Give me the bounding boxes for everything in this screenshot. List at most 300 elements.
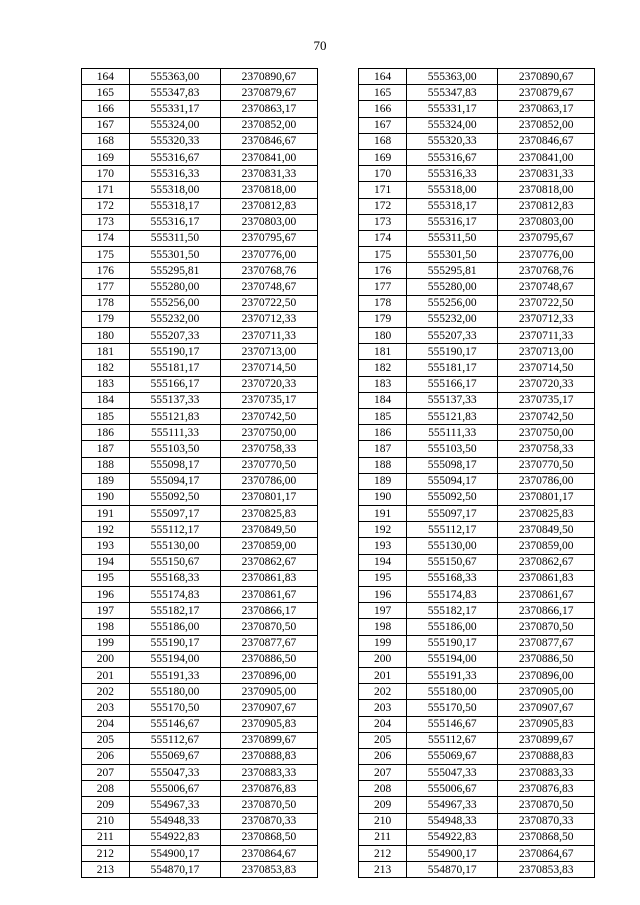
left-x-coordinate-cell: 555256,00 <box>129 295 220 311</box>
left-point-number-cell: 177 <box>82 279 130 295</box>
left-x-coordinate-cell: 555320,33 <box>129 133 220 149</box>
right-point-number-cell: 185 <box>359 408 407 424</box>
right-y-coordinate-cell: 2370742,50 <box>498 408 595 424</box>
right-y-coordinate-cell: 2370825,83 <box>498 506 595 522</box>
left-y-coordinate-cell: 2370870,33 <box>221 813 318 829</box>
column-gap <box>317 700 359 716</box>
table-row <box>82 829 595 845</box>
left-y-coordinate-cell: 2370861,67 <box>221 587 318 603</box>
left-x-coordinate-cell: 555190,17 <box>129 635 220 651</box>
left-x-coordinate-cell: 555318,17 <box>129 198 220 214</box>
right-y-coordinate-cell: 2370801,17 <box>498 489 595 505</box>
left-point-number-cell: 185 <box>82 408 130 424</box>
right-point-number-cell: 189 <box>359 473 407 489</box>
table-row <box>82 85 595 101</box>
left-point-number-cell: 175 <box>82 247 130 263</box>
column-gap <box>317 198 359 214</box>
column-gap <box>317 506 359 522</box>
left-y-coordinate-cell: 2370886,50 <box>221 651 318 667</box>
left-point-number-cell: 188 <box>82 457 130 473</box>
table-row <box>82 166 595 182</box>
left-point-number-cell: 202 <box>82 684 130 700</box>
left-y-coordinate-cell: 2370748,67 <box>221 279 318 295</box>
right-x-coordinate-cell: 554870,17 <box>407 862 498 878</box>
column-gap <box>317 392 359 408</box>
left-y-coordinate-cell: 2370758,33 <box>221 441 318 457</box>
left-point-number-cell: 209 <box>82 797 130 813</box>
right-y-coordinate-cell: 2370862,67 <box>498 554 595 570</box>
left-y-coordinate-cell: 2370890,67 <box>221 69 318 85</box>
table-row <box>82 635 595 651</box>
column-gap <box>317 651 359 667</box>
left-y-coordinate-cell: 2370896,00 <box>221 667 318 683</box>
right-x-coordinate-cell: 555112,17 <box>407 522 498 538</box>
left-point-number-cell: 187 <box>82 441 130 457</box>
right-point-number-cell: 206 <box>359 748 407 764</box>
column-gap <box>317 85 359 101</box>
left-point-number-cell: 180 <box>82 328 130 344</box>
left-point-number-cell: 176 <box>82 263 130 279</box>
table-row <box>82 247 595 263</box>
left-x-coordinate-cell: 555181,17 <box>129 360 220 376</box>
right-point-number-cell: 171 <box>359 182 407 198</box>
left-point-number-cell: 201 <box>82 667 130 683</box>
left-y-coordinate-cell: 2370770,50 <box>221 457 318 473</box>
right-point-number-cell: 184 <box>359 392 407 408</box>
right-point-number-cell: 197 <box>359 603 407 619</box>
right-x-coordinate-cell: 555069,67 <box>407 748 498 764</box>
column-gap <box>317 166 359 182</box>
right-x-coordinate-cell: 555316,17 <box>407 214 498 230</box>
left-x-coordinate-cell: 555146,67 <box>129 716 220 732</box>
right-point-number-cell: 194 <box>359 554 407 570</box>
column-gap <box>317 149 359 165</box>
right-y-coordinate-cell: 2370888,83 <box>498 748 595 764</box>
left-x-coordinate-cell: 555170,50 <box>129 700 220 716</box>
right-y-coordinate-cell: 2370770,50 <box>498 457 595 473</box>
table-row <box>82 473 595 489</box>
coordinates-table-body <box>82 69 595 878</box>
table-row <box>82 716 595 732</box>
right-point-number-cell: 180 <box>359 328 407 344</box>
right-point-number-cell: 179 <box>359 311 407 327</box>
table-row <box>82 506 595 522</box>
right-y-coordinate-cell: 2370883,33 <box>498 765 595 781</box>
right-y-coordinate-cell: 2370714,50 <box>498 360 595 376</box>
right-point-number-cell: 199 <box>359 635 407 651</box>
right-y-coordinate-cell: 2370818,00 <box>498 182 595 198</box>
right-x-coordinate-cell: 555180,00 <box>407 684 498 700</box>
column-gap <box>317 344 359 360</box>
table-row <box>82 603 595 619</box>
right-x-coordinate-cell: 555181,17 <box>407 360 498 376</box>
right-y-coordinate-cell: 2370748,67 <box>498 279 595 295</box>
right-point-number-cell: 202 <box>359 684 407 700</box>
right-x-coordinate-cell: 555170,50 <box>407 700 498 716</box>
left-point-number-cell: 173 <box>82 214 130 230</box>
column-gap <box>317 360 359 376</box>
table-row <box>82 554 595 570</box>
right-x-coordinate-cell: 555137,33 <box>407 392 498 408</box>
left-y-coordinate-cell: 2370861,83 <box>221 570 318 586</box>
right-point-number-cell: 164 <box>359 69 407 85</box>
right-point-number-cell: 188 <box>359 457 407 473</box>
left-y-coordinate-cell: 2370905,83 <box>221 716 318 732</box>
left-y-coordinate-cell: 2370812,83 <box>221 198 318 214</box>
column-gap <box>317 862 359 878</box>
left-x-coordinate-cell: 555232,00 <box>129 311 220 327</box>
left-y-coordinate-cell: 2370899,67 <box>221 732 318 748</box>
column-gap <box>317 538 359 554</box>
left-point-number-cell: 197 <box>82 603 130 619</box>
left-x-coordinate-cell: 555301,50 <box>129 247 220 263</box>
right-point-number-cell: 186 <box>359 425 407 441</box>
column-gap <box>317 570 359 586</box>
column-gap <box>317 182 359 198</box>
left-y-coordinate-cell: 2370907,67 <box>221 700 318 716</box>
column-gap <box>317 732 359 748</box>
left-point-number-cell: 198 <box>82 619 130 635</box>
right-x-coordinate-cell: 555318,00 <box>407 182 498 198</box>
left-y-coordinate-cell: 2370849,50 <box>221 522 318 538</box>
right-point-number-cell: 190 <box>359 489 407 505</box>
right-x-coordinate-cell: 555324,00 <box>407 117 498 133</box>
right-y-coordinate-cell: 2370758,33 <box>498 441 595 457</box>
left-point-number-cell: 171 <box>82 182 130 198</box>
left-point-number-cell: 211 <box>82 829 130 845</box>
left-x-coordinate-cell: 555168,33 <box>129 570 220 586</box>
table-row <box>82 392 595 408</box>
right-point-number-cell: 213 <box>359 862 407 878</box>
table-row <box>82 149 595 165</box>
column-gap <box>317 457 359 473</box>
right-y-coordinate-cell: 2370849,50 <box>498 522 595 538</box>
left-x-coordinate-cell: 555069,67 <box>129 748 220 764</box>
left-x-coordinate-cell: 555137,33 <box>129 392 220 408</box>
right-x-coordinate-cell: 555097,17 <box>407 506 498 522</box>
left-x-coordinate-cell: 555098,17 <box>129 457 220 473</box>
column-gap <box>317 117 359 133</box>
column-gap <box>317 133 359 149</box>
left-point-number-cell: 183 <box>82 376 130 392</box>
column-gap <box>317 441 359 457</box>
table-row <box>82 862 595 878</box>
column-gap <box>317 846 359 862</box>
table-row <box>82 700 595 716</box>
left-y-coordinate-cell: 2370846,67 <box>221 133 318 149</box>
right-point-number-cell: 181 <box>359 344 407 360</box>
left-x-coordinate-cell: 555191,33 <box>129 667 220 683</box>
left-x-coordinate-cell: 555316,33 <box>129 166 220 182</box>
left-x-coordinate-cell: 555121,83 <box>129 408 220 424</box>
left-point-number-cell: 200 <box>82 651 130 667</box>
right-x-coordinate-cell: 555121,83 <box>407 408 498 424</box>
table-row <box>82 587 595 603</box>
right-x-coordinate-cell: 554948,33 <box>407 813 498 829</box>
left-point-number-cell: 199 <box>82 635 130 651</box>
left-x-coordinate-cell: 555094,17 <box>129 473 220 489</box>
left-point-number-cell: 210 <box>82 813 130 829</box>
left-point-number-cell: 208 <box>82 781 130 797</box>
left-x-coordinate-cell: 555324,00 <box>129 117 220 133</box>
right-y-coordinate-cell: 2370768,76 <box>498 263 595 279</box>
right-y-coordinate-cell: 2370886,50 <box>498 651 595 667</box>
right-y-coordinate-cell: 2370722,50 <box>498 295 595 311</box>
right-x-coordinate-cell: 555347,83 <box>407 85 498 101</box>
right-y-coordinate-cell: 2370868,50 <box>498 829 595 845</box>
table-row <box>82 797 595 813</box>
right-y-coordinate-cell: 2370713,00 <box>498 344 595 360</box>
table-row <box>82 311 595 327</box>
right-point-number-cell: 205 <box>359 732 407 748</box>
coordinates-table <box>81 68 595 878</box>
right-point-number-cell: 174 <box>359 230 407 246</box>
column-gap <box>317 328 359 344</box>
left-point-number-cell: 213 <box>82 862 130 878</box>
right-x-coordinate-cell: 555316,33 <box>407 166 498 182</box>
column-gap <box>317 311 359 327</box>
right-point-number-cell: 193 <box>359 538 407 554</box>
right-x-coordinate-cell: 554922,83 <box>407 829 498 845</box>
right-y-coordinate-cell: 2370803,00 <box>498 214 595 230</box>
left-x-coordinate-cell: 555186,00 <box>129 619 220 635</box>
right-y-coordinate-cell: 2370712,33 <box>498 311 595 327</box>
right-point-number-cell: 196 <box>359 587 407 603</box>
left-point-number-cell: 169 <box>82 149 130 165</box>
left-point-number-cell: 182 <box>82 360 130 376</box>
right-x-coordinate-cell: 555186,00 <box>407 619 498 635</box>
column-gap <box>317 684 359 700</box>
right-x-coordinate-cell: 555194,00 <box>407 651 498 667</box>
column-gap <box>317 69 359 85</box>
right-y-coordinate-cell: 2370905,00 <box>498 684 595 700</box>
left-x-coordinate-cell: 555047,33 <box>129 765 220 781</box>
right-point-number-cell: 165 <box>359 85 407 101</box>
left-y-coordinate-cell: 2370841,00 <box>221 149 318 165</box>
right-y-coordinate-cell: 2370879,67 <box>498 85 595 101</box>
table-row <box>82 69 595 85</box>
left-point-number-cell: 195 <box>82 570 130 586</box>
right-point-number-cell: 208 <box>359 781 407 797</box>
right-y-coordinate-cell: 2370896,00 <box>498 667 595 683</box>
right-y-coordinate-cell: 2370795,67 <box>498 230 595 246</box>
right-y-coordinate-cell: 2370905,83 <box>498 716 595 732</box>
left-y-coordinate-cell: 2370868,50 <box>221 829 318 845</box>
left-x-coordinate-cell: 555112,17 <box>129 522 220 538</box>
right-y-coordinate-cell: 2370859,00 <box>498 538 595 554</box>
right-y-coordinate-cell: 2370841,00 <box>498 149 595 165</box>
table-row <box>82 117 595 133</box>
left-point-number-cell: 212 <box>82 846 130 862</box>
right-point-number-cell: 207 <box>359 765 407 781</box>
right-point-number-cell: 187 <box>359 441 407 457</box>
column-gap <box>317 797 359 813</box>
right-x-coordinate-cell: 555363,00 <box>407 69 498 85</box>
left-x-coordinate-cell: 555092,50 <box>129 489 220 505</box>
left-x-coordinate-cell: 555111,33 <box>129 425 220 441</box>
right-x-coordinate-cell: 555256,00 <box>407 295 498 311</box>
right-point-number-cell: 182 <box>359 360 407 376</box>
column-gap <box>317 716 359 732</box>
right-point-number-cell: 203 <box>359 700 407 716</box>
left-x-coordinate-cell: 554870,17 <box>129 862 220 878</box>
left-x-coordinate-cell: 554948,33 <box>129 813 220 829</box>
right-point-number-cell: 173 <box>359 214 407 230</box>
right-y-coordinate-cell: 2370870,50 <box>498 619 595 635</box>
table-row <box>82 101 595 117</box>
right-x-coordinate-cell: 555130,00 <box>407 538 498 554</box>
left-point-number-cell: 178 <box>82 295 130 311</box>
table-row <box>82 279 595 295</box>
right-x-coordinate-cell: 555168,33 <box>407 570 498 586</box>
table-row <box>82 570 595 586</box>
right-x-coordinate-cell: 555112,67 <box>407 732 498 748</box>
table-row <box>82 748 595 764</box>
left-y-coordinate-cell: 2370722,50 <box>221 295 318 311</box>
left-y-coordinate-cell: 2370720,33 <box>221 376 318 392</box>
column-gap <box>317 214 359 230</box>
right-point-number-cell: 198 <box>359 619 407 635</box>
left-y-coordinate-cell: 2370883,33 <box>221 765 318 781</box>
left-point-number-cell: 170 <box>82 166 130 182</box>
left-x-coordinate-cell: 554922,83 <box>129 829 220 845</box>
right-x-coordinate-cell: 555182,17 <box>407 603 498 619</box>
left-y-coordinate-cell: 2370859,00 <box>221 538 318 554</box>
left-x-coordinate-cell: 555112,67 <box>129 732 220 748</box>
right-x-coordinate-cell: 555311,50 <box>407 230 498 246</box>
right-x-coordinate-cell: 554900,17 <box>407 846 498 862</box>
table-row <box>82 328 595 344</box>
right-x-coordinate-cell: 555094,17 <box>407 473 498 489</box>
left-y-coordinate-cell: 2370905,00 <box>221 684 318 700</box>
column-gap <box>317 829 359 845</box>
left-point-number-cell: 181 <box>82 344 130 360</box>
right-x-coordinate-cell: 555146,67 <box>407 716 498 732</box>
left-point-number-cell: 174 <box>82 230 130 246</box>
right-x-coordinate-cell: 555295,81 <box>407 263 498 279</box>
left-point-number-cell: 165 <box>82 85 130 101</box>
left-point-number-cell: 172 <box>82 198 130 214</box>
left-y-coordinate-cell: 2370713,00 <box>221 344 318 360</box>
table-row <box>82 408 595 424</box>
left-point-number-cell: 191 <box>82 506 130 522</box>
right-point-number-cell: 175 <box>359 247 407 263</box>
right-y-coordinate-cell: 2370853,83 <box>498 862 595 878</box>
right-y-coordinate-cell: 2370870,50 <box>498 797 595 813</box>
page-number: 70 <box>313 38 327 53</box>
left-point-number-cell: 205 <box>82 732 130 748</box>
left-y-coordinate-cell: 2370803,00 <box>221 214 318 230</box>
left-point-number-cell: 168 <box>82 133 130 149</box>
left-x-coordinate-cell: 555347,83 <box>129 85 220 101</box>
right-point-number-cell: 192 <box>359 522 407 538</box>
right-x-coordinate-cell: 555301,50 <box>407 247 498 263</box>
left-point-number-cell: 207 <box>82 765 130 781</box>
right-y-coordinate-cell: 2370750,00 <box>498 425 595 441</box>
column-gap <box>317 554 359 570</box>
right-y-coordinate-cell: 2370870,33 <box>498 813 595 829</box>
left-x-coordinate-cell: 555331,17 <box>129 101 220 117</box>
left-y-coordinate-cell: 2370801,17 <box>221 489 318 505</box>
left-point-number-cell: 189 <box>82 473 130 489</box>
table-row <box>82 360 595 376</box>
left-x-coordinate-cell: 555363,00 <box>129 69 220 85</box>
right-x-coordinate-cell: 555316,67 <box>407 149 498 165</box>
column-gap <box>317 247 359 263</box>
right-x-coordinate-cell: 555047,33 <box>407 765 498 781</box>
right-y-coordinate-cell: 2370861,83 <box>498 570 595 586</box>
right-x-coordinate-cell: 555207,33 <box>407 328 498 344</box>
column-gap <box>317 813 359 829</box>
left-x-coordinate-cell: 555180,00 <box>129 684 220 700</box>
left-y-coordinate-cell: 2370735,17 <box>221 392 318 408</box>
right-x-coordinate-cell: 555191,33 <box>407 667 498 683</box>
left-y-coordinate-cell: 2370825,83 <box>221 506 318 522</box>
left-x-coordinate-cell: 555097,17 <box>129 506 220 522</box>
left-y-coordinate-cell: 2370870,50 <box>221 619 318 635</box>
left-y-coordinate-cell: 2370742,50 <box>221 408 318 424</box>
right-point-number-cell: 178 <box>359 295 407 311</box>
right-y-coordinate-cell: 2370735,17 <box>498 392 595 408</box>
right-y-coordinate-cell: 2370876,83 <box>498 781 595 797</box>
right-y-coordinate-cell: 2370899,67 <box>498 732 595 748</box>
column-gap <box>317 765 359 781</box>
right-x-coordinate-cell: 555150,67 <box>407 554 498 570</box>
table-row <box>82 425 595 441</box>
left-y-coordinate-cell: 2370750,00 <box>221 425 318 441</box>
left-x-coordinate-cell: 555318,00 <box>129 182 220 198</box>
column-gap <box>317 619 359 635</box>
left-x-coordinate-cell: 555280,00 <box>129 279 220 295</box>
right-point-number-cell: 210 <box>359 813 407 829</box>
column-gap <box>317 587 359 603</box>
right-point-number-cell: 195 <box>359 570 407 586</box>
right-x-coordinate-cell: 555092,50 <box>407 489 498 505</box>
right-y-coordinate-cell: 2370846,67 <box>498 133 595 149</box>
right-point-number-cell: 170 <box>359 166 407 182</box>
left-y-coordinate-cell: 2370831,33 <box>221 166 318 182</box>
left-y-coordinate-cell: 2370852,00 <box>221 117 318 133</box>
right-y-coordinate-cell: 2370831,33 <box>498 166 595 182</box>
left-y-coordinate-cell: 2370768,76 <box>221 263 318 279</box>
table-row <box>82 230 595 246</box>
right-point-number-cell: 172 <box>359 198 407 214</box>
right-y-coordinate-cell: 2370890,67 <box>498 69 595 85</box>
column-gap <box>317 473 359 489</box>
table-row <box>82 538 595 554</box>
right-x-coordinate-cell: 555006,67 <box>407 781 498 797</box>
right-point-number-cell: 176 <box>359 263 407 279</box>
right-point-number-cell: 209 <box>359 797 407 813</box>
right-x-coordinate-cell: 555320,33 <box>407 133 498 149</box>
left-y-coordinate-cell: 2370853,83 <box>221 862 318 878</box>
right-y-coordinate-cell: 2370720,33 <box>498 376 595 392</box>
left-point-number-cell: 179 <box>82 311 130 327</box>
left-point-number-cell: 203 <box>82 700 130 716</box>
table-row <box>82 651 595 667</box>
left-y-coordinate-cell: 2370876,83 <box>221 781 318 797</box>
column-gap <box>317 667 359 683</box>
table-row <box>82 198 595 214</box>
right-x-coordinate-cell: 555232,00 <box>407 311 498 327</box>
left-x-coordinate-cell: 555190,17 <box>129 344 220 360</box>
right-point-number-cell: 200 <box>359 651 407 667</box>
left-x-coordinate-cell: 555207,33 <box>129 328 220 344</box>
left-point-number-cell: 204 <box>82 716 130 732</box>
column-gap <box>317 295 359 311</box>
left-point-number-cell: 167 <box>82 117 130 133</box>
left-y-coordinate-cell: 2370870,50 <box>221 797 318 813</box>
